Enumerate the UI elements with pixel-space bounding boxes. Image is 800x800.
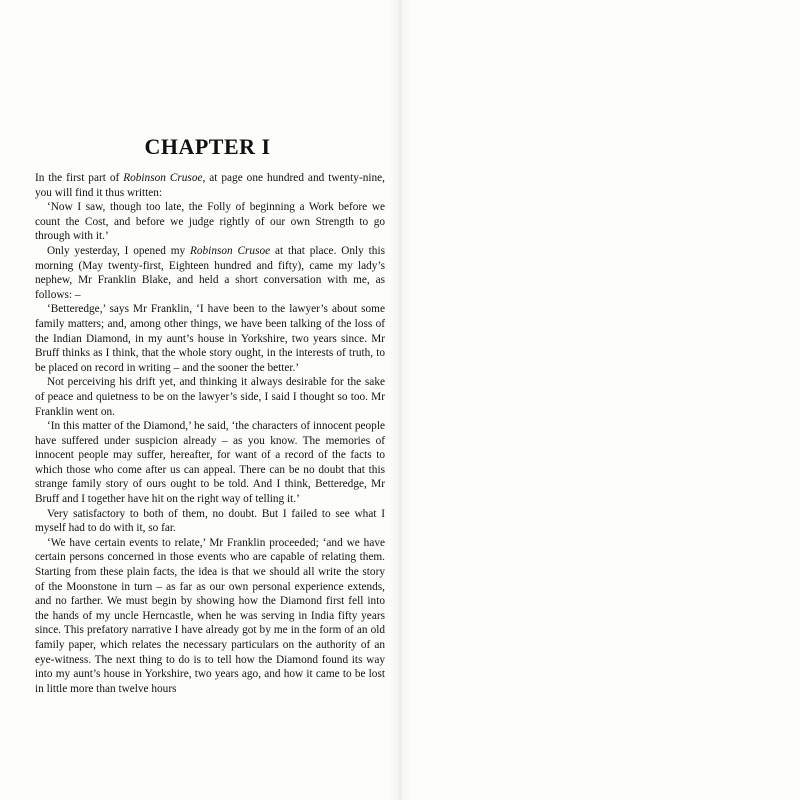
chapter-title: CHAPTER I <box>144 134 271 159</box>
text-run: , at page one hundred and twenty-nine, you will find it thus written: <box>35 172 385 199</box>
paragraph <box>35 200 385 244</box>
text-run: ‘In this matter of the Diamond,’ he said, ‘the characters of innocent people have suffered under suspicion already – as you know. The memories of innocent people may suffer, hereafter, for want of a record of the facts to which those who come after us can appeal. There can be no doubt that this strange family story of ours ought to be told. And I think, Betteredge, Mr Bruff and I together have hit on the right way of telling it.’ <box>35 420 385 506</box>
paragraph <box>35 507 385 536</box>
text-run: ‘We have certain events to relate,’ Mr Franklin proceeded; ‘and we have certain persons concerned in those events who are capable of relating them. Starting from these plain facts, the idea is that we should all write the story of the Moonstone in turn – as far as our own personal experience extends, and no farther. We must begin by showing how the Diamond first fell into the hands of my uncle Herncastle, when he was serving in India fifty years since. This prefatory narrative I have already got by me in the form of an old family paper, which relates the necessary particulars on the authority of an eye-witness. The next thing to do is to tell how the Diamond found its way into my aunt’s house in Yorkshire, two years ago, and how it came to be lost in little more than twelve hours <box>35 536 385 695</box>
text-run: Only yesterday, I opened my <box>47 244 190 257</box>
text-run: at that place. Only this morning (May twenty-first, Eighteen hundred and fifty), came my lady’s nephew, Mr Franklin Blake, and held a short conversation with me, as follows: – <box>35 244 385 301</box>
paragraph <box>35 171 385 200</box>
paragraph <box>35 536 385 697</box>
paragraph <box>35 419 385 507</box>
right-page <box>400 0 800 800</box>
italic-text: Robinson Crusoe <box>123 172 203 184</box>
text-run: ‘Betteredge,’ says Mr Franklin, ‘I have been to the lawyer’s about some family matters; and, among other things, we have been talking of the loss of the Indian Diamond, in my aunt’s house in Yorkshire, two years since. Mr Bruff thinks as I think, that the whole story ought, in the interests of truth, to be placed on record in writing – and the sooner the better.’ <box>35 303 385 374</box>
text-run: Not perceiving his drift yet, and thinking it always desirable for the sake of peace and quietness to be on the lawyer’s side, I said I thought so too. Mr Franklin went on. <box>35 376 385 418</box>
italic-text: Robinson Crusoe <box>189 244 271 257</box>
paragraph <box>35 244 385 302</box>
text-run: ‘Now I saw, though too late, the Folly of beginning a Work before we count the Cost, and before we judge rightly of our own Strength to go through with it.’ <box>35 201 385 243</box>
paragraph <box>35 375 385 419</box>
paragraph <box>35 302 385 375</box>
left-page-body <box>35 171 385 696</box>
text-run: Very satisfactory to both of them, no doubt. But I failed to see what I myself had to do with it, so far. <box>35 507 385 535</box>
text-run: In the first part of <box>35 172 124 184</box>
